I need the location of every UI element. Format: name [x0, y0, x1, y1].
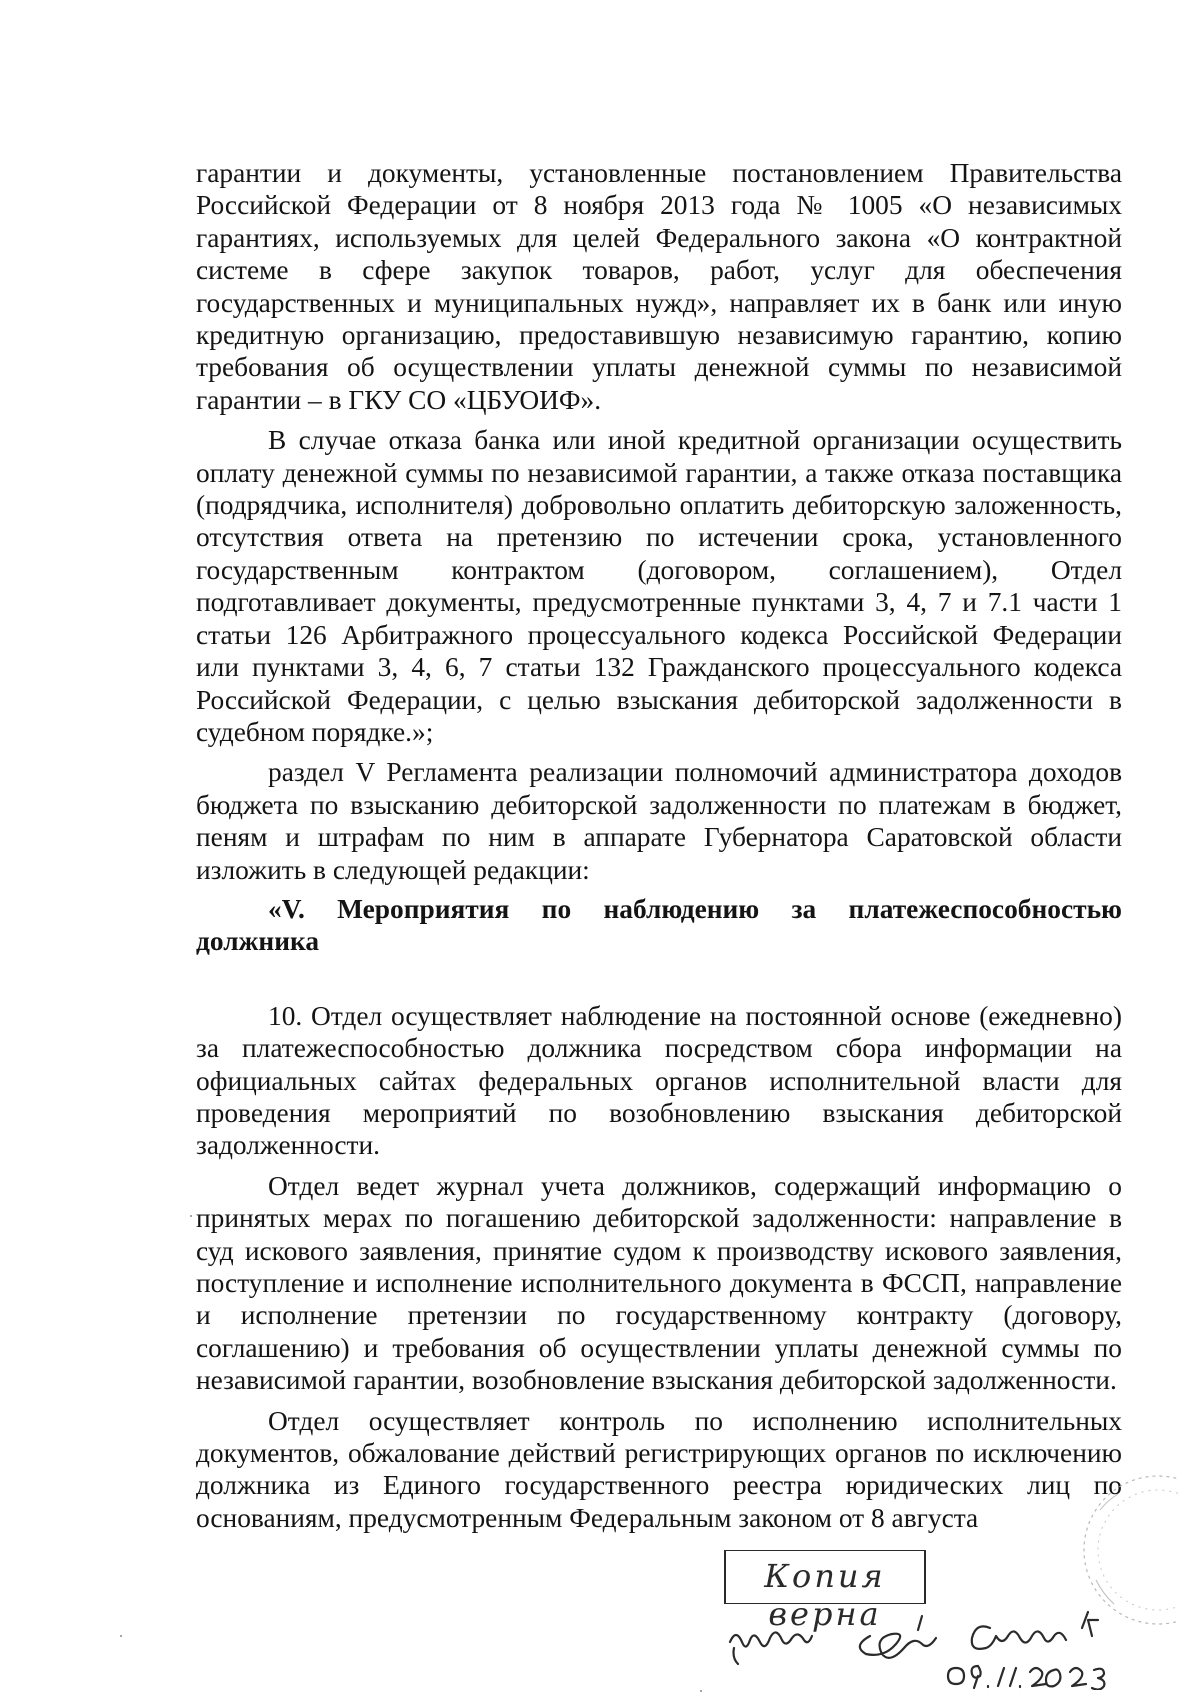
scan-speck [190, 1215, 192, 1217]
paragraph-enforcement-control: Отдел осуществляет контроль по исполнению исполнительных документов, обжалование действий регистрирующих органов по исключению должника из Единого государственного реестра юридических лиц по основаниям, предусмотренным Федеральным законом от 8 августа [196, 1405, 1122, 1533]
scan-speck [700, 1690, 702, 1692]
copy-true-stamp [724, 1550, 926, 1633]
handwritten-signature [720, 1600, 1140, 1690]
document-body [196, 157, 1122, 1534]
section-v-heading: «V. Мероприятия по наблюдению за платежеспособностью должника [196, 893, 1122, 957]
stamp-label: Копия верна [764, 1557, 886, 1633]
paragraph-bank-refusal: В случае отказа банка или иной кредитной организации осуществить оплату денежной суммы по независимой гарантии, а также отказа поставщика (подрядчика, исполнителя) добровольно оплатить дебиторскую заложенность, отсутствия ответа на претензию по истечении срока, установленного государственным контрактом (договором, соглашением), Отдел подготавливает документы, предусмотренные пунктами 3, 4, 7 и 7.1 части 1 статьи 126 Арбитражного процессуального кодекса Российской Федерации или пунктами 3, 4, 6, 7 статьи 132 Гражданского процессуального кодекса Российской Федерации, с целью взыскания дебиторской задолженности в судебном порядке.»; [196, 425, 1122, 747]
scan-speck [120, 1635, 122, 1637]
paragraph-10-monitoring: 10. Отдел осуществляет наблюдение на постоянной основе (ежедневно) за платежеспособностью должника посредством сбора информации на официальных сайтах федеральных органов исполнительной власти для проведения мероприятий по возобновлению взыскания дебиторской задолженности. [196, 1000, 1122, 1161]
paragraph-section-v-amendment: раздел V Регламента реализации полномочий администратора доходов бюджета по взысканию дебиторской задолженности по платежам в бюджет, пеням и штрафам по ним в аппарате Губернатора Саратовской области изложить в следующей редакции: [196, 757, 1122, 885]
paragraph-debtor-journal: Отдел ведет журнал учета должников, содержащий информацию о принятых мерах по погашению дебиторской задолженности: направление в суд искового заявления, принятие судом к производству искового заявления, поступление и исполнение исполнительного документа в ФССП, направление и исполнение претензии по государственному контракту (договору, соглашению) и требования об осуществлении уплаты денежной суммы по независимой гарантии, возобновление взыскания дебиторской задолженности. [196, 1170, 1122, 1396]
paragraph-guarantee-continuation: гарантии и документы, установленные постановлением Правительства Российской Федерации от 8 ноября 2013 года № 1005 «О независимых гарантиях, используемых для целей Федерального закона «О контрактной системе в сфере закупок товаров, работ, услуг для обеспечения государственных и муниципальных нужд», направляет их в банк или иную кредитную организацию, предоставившую независимую гарантию, копию требования об осуществлении уплаты денежной суммы по независимой гарантии – в ГКУ СО «ЦБУОИФ». [196, 158, 1122, 415]
